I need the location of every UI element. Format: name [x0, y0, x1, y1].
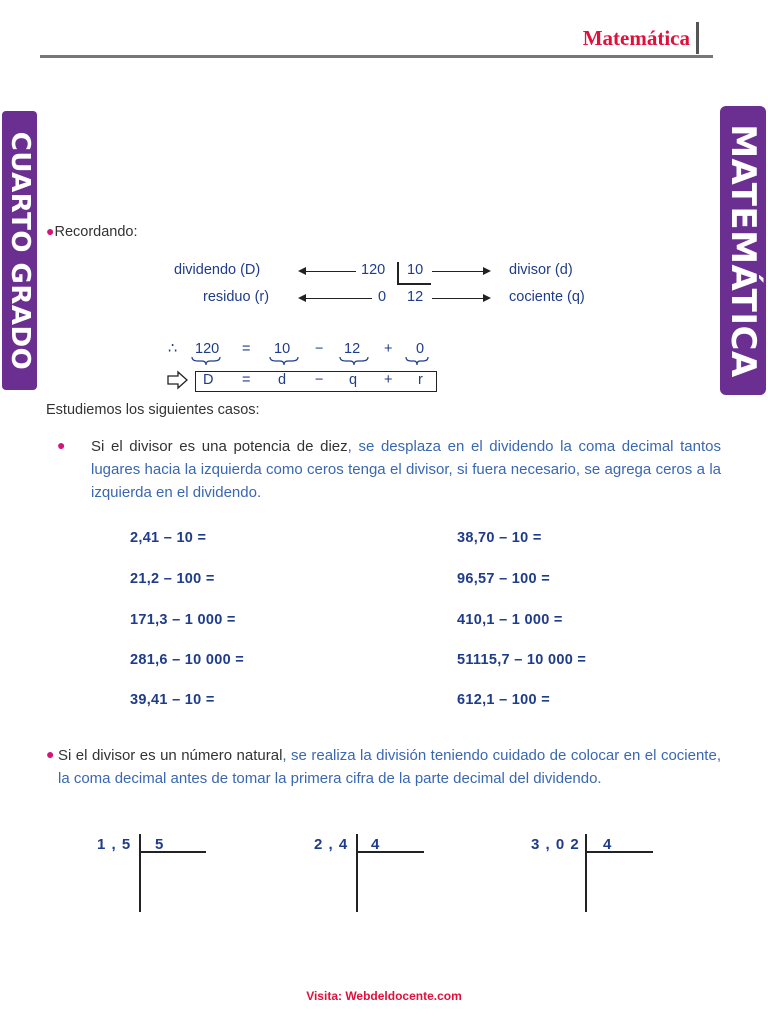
brace-shape	[192, 357, 220, 365]
long-division-divisor: 5	[155, 836, 165, 853]
header-divider-vertical	[696, 22, 699, 54]
formula-braces	[190, 355, 440, 367]
bullet-icon: ●	[57, 437, 66, 453]
side-tab-grade	[2, 111, 37, 390]
divisor-label: divisor (d)	[509, 262, 573, 278]
arrow-line	[304, 271, 356, 272]
exercise-item: 2,41 – 10 =	[130, 530, 207, 546]
hollow-arrow-icon	[166, 370, 190, 390]
exercise-item: 410,1 – 1 000 =	[457, 612, 563, 628]
long-division-horizontal	[139, 851, 206, 853]
therefore-symbol: ∴	[168, 341, 178, 357]
bullet-icon: ●	[46, 223, 55, 239]
residue-label: residuo (r)	[203, 289, 270, 305]
formula-bottom-term: =	[242, 372, 251, 388]
formula-bottom-term: −	[315, 372, 324, 388]
long-division-vertical	[139, 834, 141, 912]
formula-top-term: 0	[416, 341, 425, 357]
arrow-right-icon	[483, 267, 491, 275]
recordando-label: Recordando:	[54, 224, 138, 240]
division-bracket-vertical	[397, 262, 399, 284]
bullet-icon: ●	[46, 746, 55, 762]
formula-top-term: =	[242, 341, 251, 357]
formula-top-term: 10	[274, 341, 291, 357]
exercise-item: 612,1 – 100 =	[457, 692, 550, 708]
case2-text-lead: Si el divisor es un número natural	[58, 747, 283, 764]
formula-top-term: 120	[195, 341, 220, 357]
exercise-item: 39,41 – 10 =	[130, 692, 215, 708]
side-tab-subject	[720, 106, 766, 395]
long-division-vertical	[585, 834, 587, 912]
arrow-right-icon	[483, 294, 491, 302]
long-division-horizontal	[356, 851, 424, 853]
case2-paragraph	[58, 744, 721, 790]
formula-bottom-term: q	[349, 372, 358, 388]
brace-shape	[406, 357, 428, 365]
dividend-label: dividendo (D)	[174, 262, 261, 278]
division-bracket-horizontal	[397, 283, 431, 285]
footer-link[interactable]: Visita: Webdeldocente.com	[306, 989, 462, 1003]
long-division-dividend: 2 , 4	[314, 836, 349, 853]
long-division-dividend: 3 , 0 2	[531, 836, 580, 853]
exercise-item: 38,70 – 10 =	[457, 530, 542, 546]
recordando-line	[46, 223, 138, 240]
case1-paragraph	[91, 435, 721, 504]
page-header-title: Matemática	[582, 26, 690, 50]
residue-value: 0	[378, 289, 387, 305]
exercise-item: 96,57 – 100 =	[457, 571, 550, 587]
long-division-vertical	[356, 834, 358, 912]
side-tab-grade-label: CUARTO GRADO	[4, 131, 35, 370]
dividend-value: 120	[361, 262, 386, 278]
formula-bottom-term: r	[418, 372, 423, 388]
formula-top-term: +	[384, 341, 393, 357]
long-division-divisor: 4	[371, 836, 381, 853]
intro-text: Estudiemos los siguientes casos:	[46, 402, 260, 418]
exercise-item: 21,2 – 100 =	[130, 571, 215, 587]
brace-shape	[340, 357, 368, 365]
quotient-label: cociente (q)	[509, 289, 585, 305]
formula-bottom-term: D	[203, 372, 214, 388]
exercise-item: 51115,7 – 10 000 =	[457, 652, 587, 668]
exercise-item: 281,6 – 10 000 =	[130, 652, 245, 668]
arrow-line	[304, 298, 372, 299]
long-division-horizontal	[585, 851, 653, 853]
case2-text-rest: , se realiza la división teniendo cuidado de colocar en el cociente, la coma decimal antes de tomar la primera cifra de la parte decimal del dividendo.	[58, 747, 721, 787]
quotient-value: 12	[407, 289, 424, 305]
formula-bottom-term: +	[384, 372, 393, 388]
case1-text-lead: Si el divisor es una potencia de diez	[91, 438, 348, 455]
formula-top-term: 12	[344, 341, 361, 357]
long-division-divisor: 4	[603, 836, 613, 853]
formula-top-term: −	[315, 341, 324, 357]
brace-shape	[270, 357, 298, 365]
arrow-line	[432, 271, 484, 272]
header-rule	[40, 55, 713, 58]
case1-text-rest: , se desplaza en el dividendo la coma decimal tantos lugares hacia la izquierda como ceros tenga el divisor, si fuera necesario, se agrega ceros a la izquierda en el dividendo.	[91, 438, 721, 501]
arrow-line	[432, 298, 484, 299]
long-division-dividend: 1 , 5	[97, 836, 132, 853]
divisor-value: 10	[407, 262, 424, 278]
side-tab-subject-label: MATEMÁTICA	[723, 123, 763, 378]
formula-bottom-term: d	[278, 372, 287, 388]
exercise-item: 171,3 – 1 000 =	[130, 612, 236, 628]
